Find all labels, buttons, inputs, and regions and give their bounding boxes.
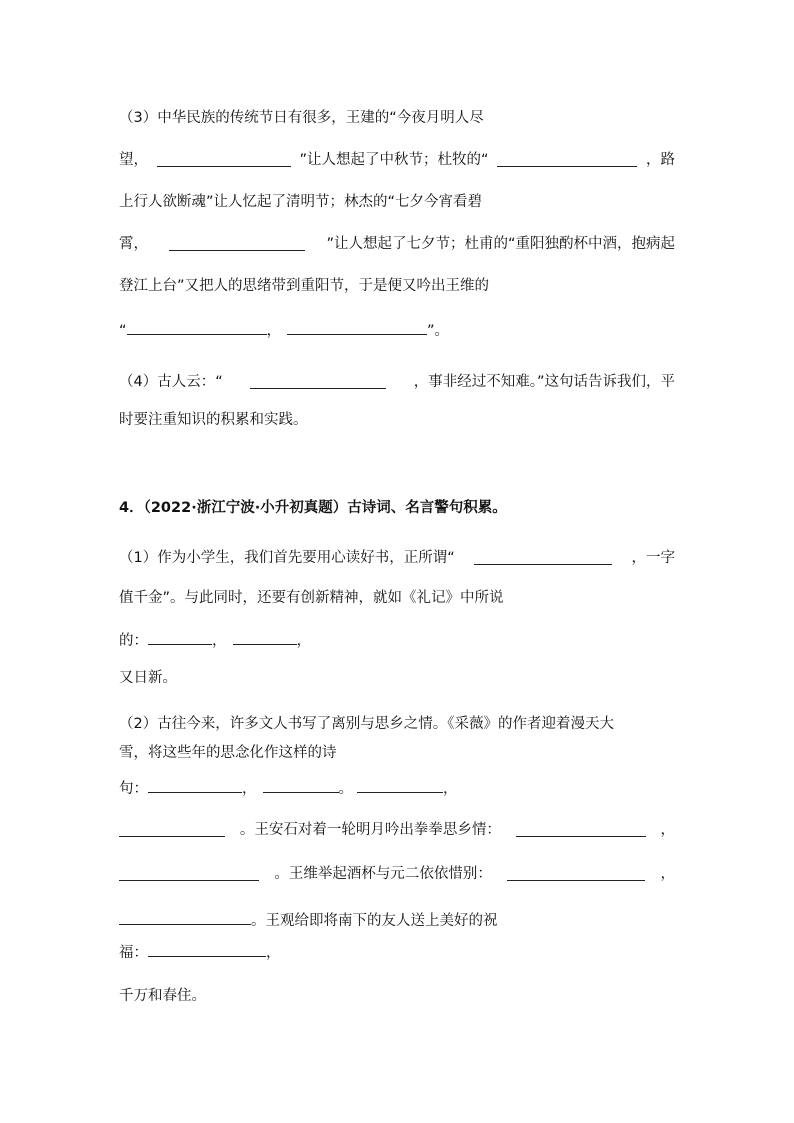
q4-part2-line-6: 。王观给即将南下的友人送上美好的祝	[119, 906, 675, 930]
answer-blank[interactable]	[263, 774, 339, 793]
q3-part3-line-6: “ ， ”。	[119, 316, 675, 340]
q3-part3-line-5: 登江上台”又把人的思绪带到重阳节，于是便又吟出王维的	[119, 278, 490, 294]
question-4-heading: 4．（2022·浙江宁波·小升初真题）古诗词、名言警句积累。	[119, 500, 507, 516]
answer-blank[interactable]	[119, 906, 251, 925]
q3-part4-line-1: （4）古人云：“ ，事非经过不知难。”这句话告诉我们，平	[119, 370, 675, 394]
q3-part3-line-3: 上行人欲断魂”让人忆起了清明节；林杰的“七夕今宵看碧	[119, 194, 483, 210]
answer-blank[interactable]	[474, 546, 612, 565]
q4-part2-line-7: 福： ，	[119, 938, 675, 962]
q3-part3-line-1: （3）中华民族的传统节日有很多，王建的“今夜月明人尽	[119, 110, 484, 126]
answer-blank[interactable]	[287, 316, 427, 335]
q4-part2-line-5: 。王维举起酒杯与元二依依惜别： ，	[119, 862, 675, 886]
q4-part1-line-1: （1）作为小学生，我们首先要用心读好书，正所谓“ ，一字	[119, 546, 675, 570]
answer-blank[interactable]	[233, 626, 297, 645]
q4-part1-line-3: 的： ， ，	[119, 626, 675, 650]
q4-part1-line-2: 值千金”。与此同时，还要有创新精神，就如《礼记》中所说	[119, 590, 504, 606]
q4-part1-line-4: 又日新。	[119, 670, 177, 686]
answer-blank[interactable]	[119, 862, 259, 881]
answer-blank[interactable]	[507, 862, 645, 881]
answer-blank[interactable]	[250, 370, 386, 389]
answer-blank[interactable]	[127, 316, 267, 335]
answer-blank[interactable]	[148, 774, 242, 793]
q3-part3-line-4: 霄， ”让人想起了七夕节；杜甫的“重阳独酌杯中酒，抱病起	[119, 232, 675, 256]
answer-blank[interactable]	[516, 818, 646, 837]
answer-blank[interactable]	[497, 148, 637, 167]
q3-part3-line-2: 望， ”让人想起了中秋节；杜牧的“ ，路	[119, 148, 675, 172]
q4-part2-line-8: 千万和春住。	[119, 988, 206, 1004]
answer-blank[interactable]	[148, 938, 266, 957]
answer-blank[interactable]	[357, 774, 443, 793]
q4-part2-line-3: 句： ， 。 ，	[119, 774, 675, 798]
answer-blank[interactable]	[169, 232, 305, 251]
q4-part2-line-2: 雪，将这些年的思念化作这样的诗	[119, 745, 337, 761]
q4-part2-line-4: 。王安石对着一轮明月吟出拳拳思乡情： ，	[119, 818, 675, 842]
answer-blank[interactable]	[148, 626, 212, 645]
q4-part2-line-1: （2）古往今来，许多文人书写了离别与思乡之情。《采薇》的作者迎着漫天大	[119, 716, 614, 732]
answer-blank[interactable]	[119, 818, 225, 837]
answer-blank[interactable]	[157, 148, 291, 167]
q3-part4-line-2: 时要注重知识的积累和实践。	[119, 412, 308, 428]
